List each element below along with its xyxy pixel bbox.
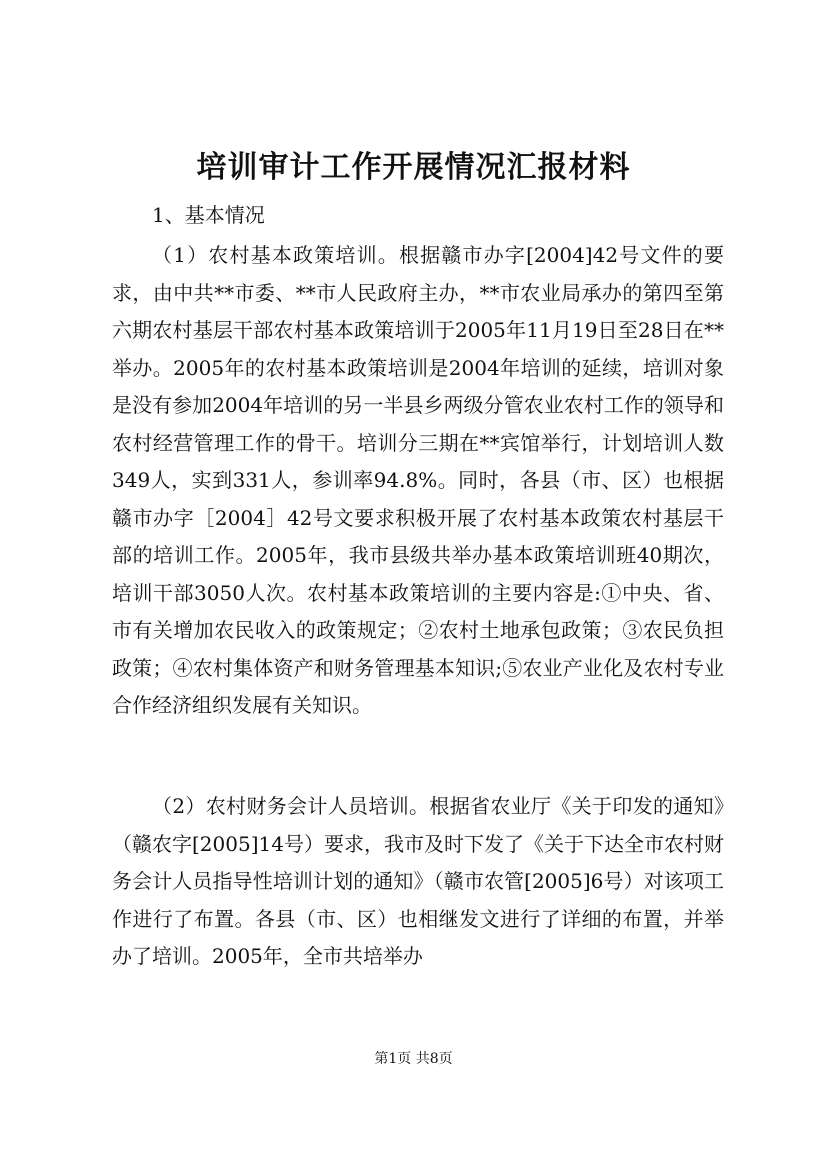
paragraph-finance-accounting-training: （2）农村财务会计人员培训。根据省农业厅《关于印发的通知》（赣农字[2005]14号）要求，我市及时下发了《关于下达全市农村财务会计人员指导性培训计划的通知》（赣市农管[2005]6号）对该项工作进行了布置。各县（市、区）也相继发文进行了详细的布置，并举办了培训。2005年，全市共培举办 — [112, 794, 724, 968]
section-heading: 1、基本情况 — [152, 203, 265, 227]
page-footer: 第1页 共8页 — [374, 1051, 453, 1067]
paragraph-rural-policy-training: （1）农村基本政策培训。根据赣市办字[2004]42号文件的要求，由中共**市委、**市人民政府主办，**市农业局承办的第四至第六期农村基层干部农村基本政策培训于2005年11月19日至28日在**举办。2005年的农村基本政策培训是2004年培训的延续，培训对象是没有参加2004年培训的另一半县乡两级分管农业农村工作的领导和农村经营管理工作的骨干。培训分三期在**宾馆举行，计划培训人数349人，实到331人，参训率94.8%。同时，各县（市、区）也根据赣市办字［2004］42号文要求积极开展了农村基本政策农村基层干部的培训工作。2005年，我市县级共举办基本政策培训班40期次，培训干部3050人次。农村基本政策培训的主要内容是:①中央、省、市有关增加农民收入的政策规定；②农村土地承包政策；③农民负担政策；④农村集体资产和财务管理基本知识;⑤农业产业化及农村专业合作经济组织发展有关知识。 — [112, 243, 724, 717]
document-title: 培训审计工作开展情况汇报材料 — [196, 150, 631, 185]
